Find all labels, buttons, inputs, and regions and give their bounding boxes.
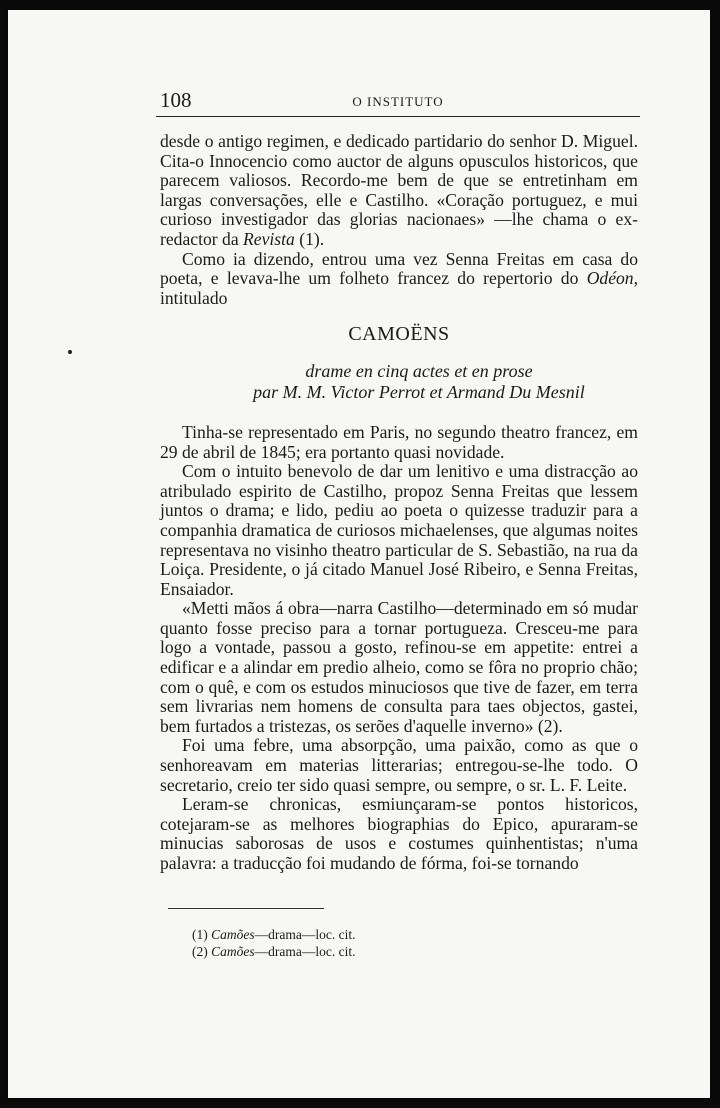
footnote-title: Camões: [211, 927, 255, 942]
footnote-reference: —drama—loc. cit.: [254, 927, 356, 942]
paragraph: [160, 423, 638, 462]
text-run: Tinha-se representado em Paris, no segundo theatro francez, em 29 de abril de 1845; era portanto quasi novidade.: [160, 421, 638, 462]
text-run: desde o antigo regimen, e dedicado partidario do senhor D. Miguel. Cita-o Innocencio como auctor de alguns opusculos historicos, que parecem valiosos. Recordo-me bem de que se entretinham em largas conversações, elle e Castilho. «Coração portuguez, e mui curioso investigador das glorias nacionaes» —lhe chama o ex-redactor da: [160, 131, 638, 249]
footnote-reference: —drama—loc. cit.: [254, 944, 356, 959]
page-number: 108: [160, 88, 192, 112]
book-page: [8, 10, 710, 1098]
section-heading: CAMOËNS: [348, 323, 450, 346]
text-run: intitulado: [160, 287, 228, 308]
text-run: «Metti mãos á obra—narra Castilho—determinado em só mudar quanto fosse preciso para a tornar portugueza. Cresceu-me para logo a vontade, passou a gosto, refinou-se em appetite: entrei a edificar e a alindar em predio alheio, como se fôra no proprio chão; com o quê, e com os estudos minuciosos que tive de fazer, em terra sem livrarias nem homens de consulta para taes objectos, gastei, bem furtados a tristezas, os serões d'aquelle inverno» (2).: [160, 598, 638, 736]
footnote-number: (1): [192, 927, 208, 942]
subtitle-line-2: par M. M. Victor Perrot et Armand Du Mesnil: [253, 381, 585, 402]
page-header: [156, 86, 640, 117]
paragraph: [160, 736, 638, 795]
paragraph: [160, 250, 638, 309]
footnote-number: (2): [192, 944, 208, 959]
paragraph: [160, 795, 638, 873]
paragraph: [160, 132, 638, 250]
paragraphs-before-heading: [160, 132, 638, 308]
footnote: [192, 926, 355, 943]
footnotes: [192, 926, 355, 960]
text-run: Foi uma febre, uma absorpção, uma paixão, como as que o senhoreavam em materias litterarias; entregou-se-lhe todo. O secretario, creio ter sido quasi sempre, ou sempre, o sr. L. F. Leite.: [160, 735, 638, 795]
body-text: [160, 132, 638, 874]
page-speck: [68, 350, 72, 354]
text-run: (1).: [294, 228, 325, 249]
paragraphs-after-heading: [160, 423, 638, 874]
italic-text: Odéon,: [586, 268, 638, 289]
running-title: O INSTITUTO: [352, 94, 444, 109]
text-run: Leram-se chronicas, esmiunçaram-se pontos historicos, cotejaram-se as melhores biographias do Epico, apuraram-se minucias saborosas de usos e costumes quinhentistas; n'uma palavra: a traducção foi mudando de fórma, foi-se tornando: [160, 794, 638, 873]
footnote-title: Camões: [211, 944, 255, 959]
footnote: [192, 943, 355, 960]
italic-text: Revista: [243, 228, 295, 249]
subtitle-line-1: drame en cinq actes et en prose: [305, 360, 533, 381]
text-run: Como ia dizendo, entrou uma vez Senna Freitas em casa do poeta, e levava-lhe um folheto francez do repertorio do: [160, 248, 638, 289]
text-run: Com o intuito benevolo de dar um lenitivo e uma distracção ao atribulado espirito de Castilho, propoz Senna Freitas que lessem juntos o drama; e lido, pediu ao poeta o quizesse traduzir para a companhia dramatica de curiosos michaelenses, que algumas noites representava no visinho theatro particular de S. Sebastião, na rua da Loiça. Presidente, o já citado Manuel José Ribeiro, e Senna Freitas, Ensaiador.: [160, 461, 638, 599]
paragraph: [160, 599, 638, 736]
paragraph: [160, 462, 638, 599]
section-subtitle: [200, 361, 638, 403]
footnote-divider: [168, 908, 324, 909]
